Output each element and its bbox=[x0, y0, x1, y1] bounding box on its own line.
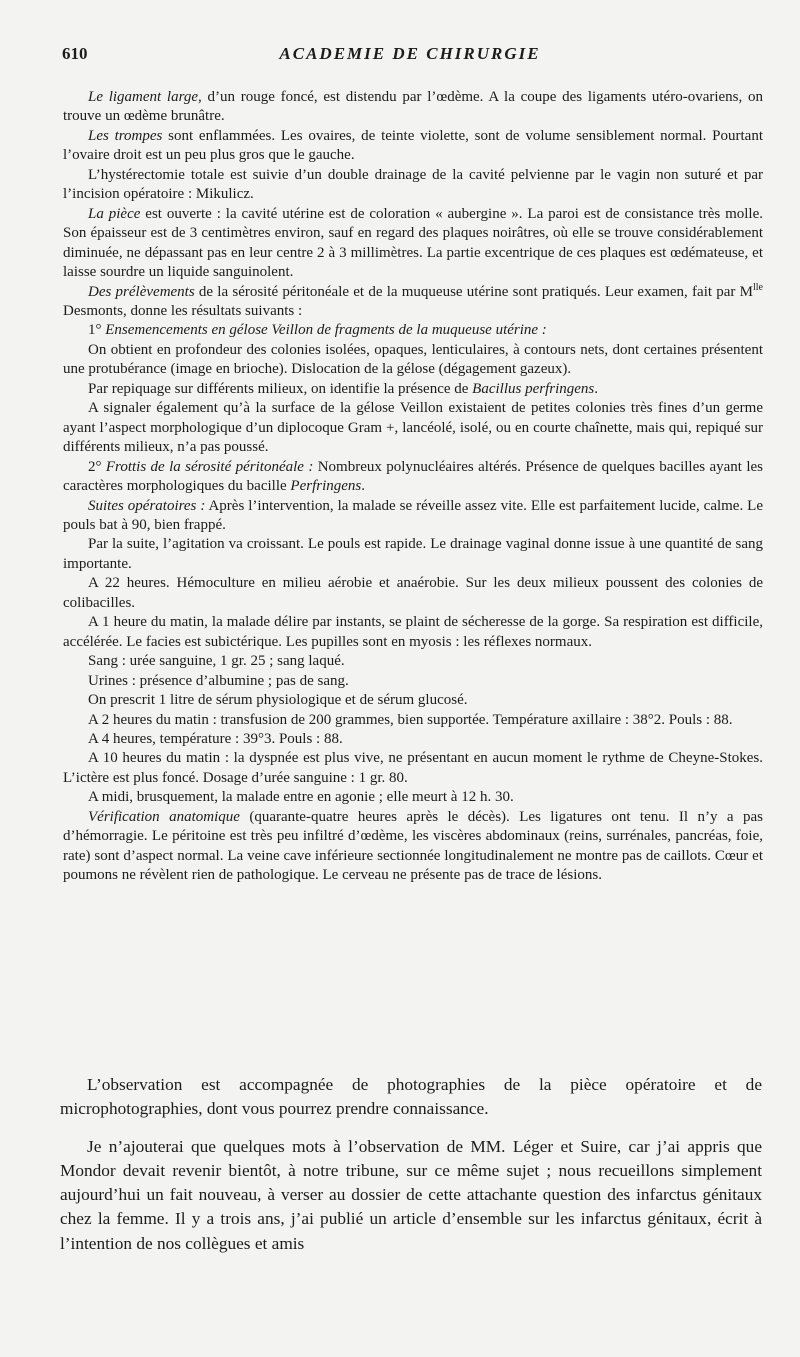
paragraph-text: est ouverte : la cavité utérine est de coloration « aubergine ». La paroi est de consistance très molle. Son épaisseur est de 3 centimètres environ, sauf en regard des plaques noirâtres, où elle se trouve considérablement diminuée, ne dépassant pas en leur centre 2 à 3 millimètres. La partie excentrique de ces plaques est œdémateuse, et laisse sourdre un liquide sanguinolent. bbox=[63, 205, 763, 281]
observation-paragraph bbox=[63, 205, 763, 283]
paragraph-text: sont enflammées. Les ovaires, de teinte violette, sont de volume sensiblement normal. Pourtant l’ovaire droit est un peu plus gros que le gauche. bbox=[63, 127, 763, 164]
observation-paragraph bbox=[63, 730, 763, 749]
paragraph-tail: . bbox=[594, 380, 598, 397]
paragraph-lead: Suites opératoires : bbox=[88, 497, 206, 514]
species-name: Bacillus perfringens bbox=[472, 380, 595, 397]
paragraph-text: L’observation est accompagnée de photographies de la pièce opératoire et de microphotographies, dont vous pourrez prendre connaissance. bbox=[60, 1075, 762, 1119]
observation-paragraph bbox=[63, 749, 763, 788]
commentary-paragraph bbox=[60, 1073, 762, 1122]
observation-paragraph bbox=[63, 691, 763, 710]
paragraph-text: Après l’intervention, la malade se réveille assez vite. Elle est parfaitement lucide, calme. Le pouls bat à 90, bien frappé. bbox=[63, 497, 763, 533]
paragraph-lead: Le ligament large, bbox=[88, 89, 202, 105]
paragraph-text: A signaler également qu’à la surface de la gélose Veillon existaient de petites colonies très fines d’un germe ayant l’aspect morphologique d’un diplocoque Gram +, lancéolé, isolé, ou en courte chaînette, mais qui, repiqué sur différents milieux, n’a pas poussé. bbox=[63, 400, 763, 456]
paragraph-text: Desmonts, donne les résultats suivants : bbox=[63, 302, 303, 319]
running-title: ACADEMIE DE CHIRURGIE bbox=[279, 44, 541, 63]
paragraph-text: A 22 heures. Hémoculture en milieu aérobie et anaérobie. Sur les deux milieux poussent des colonies de colibacilles. bbox=[63, 575, 763, 611]
paragraph-lead: Frottis de la sérosité péritonéale : bbox=[105, 458, 314, 475]
commentary-paragraph bbox=[60, 1135, 762, 1256]
observation-paragraph bbox=[63, 321, 763, 340]
paragraph-lead: Vérification anatomique bbox=[88, 808, 240, 825]
observation-paragraph bbox=[63, 613, 763, 652]
commentary-section bbox=[60, 1073, 762, 1256]
superscript: lle bbox=[752, 281, 763, 293]
paragraph-lead: La pièce bbox=[88, 205, 141, 222]
observation-paragraph bbox=[63, 711, 763, 730]
observation-paragraph bbox=[63, 652, 763, 671]
paragraph-lead: Ensemencements en gélose Veillon de fragments de la muqueuse utérine : bbox=[105, 322, 547, 339]
paragraph-text: Nombreux polynucléaires altérés. Présence de quelques bacilles ayant les caractères morphologiques du bacille bbox=[63, 458, 764, 495]
observation-paragraph bbox=[63, 283, 763, 322]
paragraph-number: 1° bbox=[88, 322, 106, 339]
observation-paragraph bbox=[63, 458, 763, 497]
observation-paragraph bbox=[63, 788, 763, 807]
observation-paragraph bbox=[63, 672, 763, 691]
paragraph-text: Par repiquage sur différents milieux, on identifie la présence de bbox=[88, 380, 473, 397]
species-name: Perfringens bbox=[290, 478, 362, 495]
paragraph-text: On obtient en profondeur des colonies isolées, opaques, lenticulaires, à contours nets, dont certaines présentent une protubérance (image en brioche). Dislocation de la gélose (dégagement gazeux). bbox=[63, 341, 763, 378]
observation-paragraph bbox=[63, 808, 763, 886]
observation-paragraph bbox=[63, 497, 763, 536]
observation-paragraph bbox=[63, 88, 763, 127]
paragraph-text: A midi, brusquement, la malade entre en agonie ; elle meurt à 12 h. 30. bbox=[88, 789, 514, 806]
paragraph-text: d’un rouge foncé, est distendu par l’œdème. A la coupe des ligaments utéro-ovariens, on trouve un œdème brunâtre. bbox=[63, 89, 763, 125]
observation-paragraph bbox=[63, 535, 763, 574]
observation-paragraph bbox=[63, 127, 763, 166]
paragraph-text: L’hystérectomie totale est suivie d’un double drainage de la cavité pelvienne par le vagin non suturé et par l’incision opératoire : Mikulicz. bbox=[63, 166, 763, 203]
paragraph-text: Par la suite, l’agitation va croissant. Le pouls est rapide. Le drainage vaginal donne issue à une quantité de sang importante. bbox=[63, 536, 763, 572]
observation-paragraph bbox=[63, 574, 763, 613]
page-number: 610 bbox=[62, 44, 88, 63]
paragraph-text: On prescrit 1 litre de sérum physiologique et de sérum glucosé. bbox=[88, 692, 468, 709]
observation-paragraph bbox=[63, 399, 763, 457]
observation-paragraph bbox=[63, 341, 763, 380]
paragraph-number: 2° bbox=[88, 458, 106, 475]
paragraph-lead: Les trompes bbox=[88, 127, 163, 144]
paragraph-text: A 1 heure du matin, la malade délire par instants, se plaint de sécheresse de la gorge. Sa respiration est difficile, accélérée. Le facies est subictérique. Les pupilles sont en myosis : les réflexes normaux. bbox=[63, 614, 763, 650]
observation-section bbox=[63, 88, 763, 886]
page-header bbox=[60, 44, 760, 68]
paragraph-text: de la sérosité péritonéale et de la muqueuse utérine sont pratiqués. Leur examen, fait par M bbox=[194, 283, 753, 300]
paragraph-tail: . bbox=[361, 478, 365, 495]
paragraph-text: (quarante-quatre heures après le décès). Les ligatures ont tenu. Il n’y a pas d’hémorragie. Le péritoine est très peu infiltré d’œdème, les viscères abdominaux (reins, surrénales, pancréas, foie, rate) sont d’aspect normal. La veine cave inférieure sectionnée longitudinalement ne montre pas de caillots. Cœur et poumons ne révèlent rien de pathologique. Le cerveau ne présente pas de trace de lésions. bbox=[63, 808, 763, 884]
observation-paragraph bbox=[63, 166, 763, 205]
paragraph-text: Sang : urée sanguine, 1 gr. 25 ; sang laqué. bbox=[88, 653, 345, 670]
paragraph-text: A 10 heures du matin : la dyspnée est plus vive, ne présentant en aucun moment le rythme de Cheyne-Stokes. L’ictère est plus foncé. Dosage d’urée sanguine : 1 gr. 80. bbox=[63, 750, 763, 786]
paragraph-text: A 4 heures, température : 39°3. Pouls : 88. bbox=[88, 730, 343, 747]
paragraph-text: Urines : présence d’albumine ; pas de sang. bbox=[88, 672, 349, 689]
paragraph-lead: Des prélèvements bbox=[88, 283, 195, 300]
paragraph-text: Je n’ajouterai que quelques mots à l’observation de MM. Léger et Suire, car j’ai appris que Mondor devait revenir bientôt, à notre tribune, sur ce même sujet ; nous recueillons simplement aujourd’hui un fait nouveau, à verser au dossier de cette attachante question des infarctus génitaux chez la femme. Il y a trois ans, j’ai publié un article d’ensemble sur les infarctus génitaux, écrit à l’intention de nos collègues et amis bbox=[60, 1136, 762, 1253]
paragraph-text: A 2 heures du matin : transfusion de 200 grammes, bien supportée. Température axillaire : 38°2. Pouls : 88. bbox=[88, 711, 733, 728]
observation-paragraph bbox=[63, 380, 763, 399]
